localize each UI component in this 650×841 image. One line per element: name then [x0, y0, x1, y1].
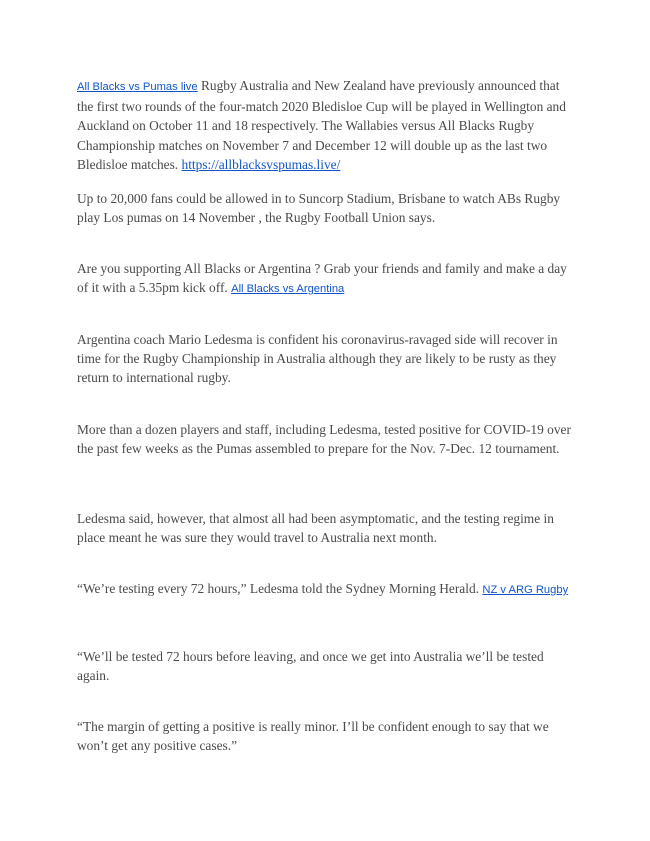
paragraph-covid-text: More than a dozen players and staff, including Ledesma, tested positive for COVID-19 over the past few weeks as the Pumas assembled to prepare for the Nov. 7-Dec. 12 tournament.	[77, 422, 571, 457]
paragraph-asymptomatic-text: Ledesma said, however, that almost all had been asymptomatic, and the testing regime in place meant he was sure they would travel to Australia next month.	[77, 511, 554, 546]
paragraph-intro	[77, 76, 577, 174]
paragraph-tested-again	[77, 647, 577, 685]
link-all-blacks-vs-argentina[interactable]: All Blacks vs Argentina	[231, 283, 345, 296]
paragraph-supporting-text: Are you supporting All Blacks or Argentina ? Grab your friends and family and make a day of it with a 5.35pm kick off.	[77, 261, 567, 296]
paragraph-fans	[77, 189, 577, 227]
paragraph-fans-text: Up to 20,000 fans could be allowed in to Suncorp Stadium, Brisbane to watch ABs Rugby play Los pumas on 14 November , the Rugby Football Union says.	[77, 191, 561, 226]
paragraph-coach	[77, 330, 577, 388]
paragraph-covid	[77, 420, 577, 458]
paragraph-supporting	[77, 259, 577, 299]
paragraph-coach-text: Argentina coach Mario Ledesma is confident his coronavirus-ravaged side will recover in time for the Rugby Championship in Australia although they are likely to be rusty as they return to international rugby.	[77, 332, 558, 386]
paragraph-margin-quote-text: “The margin of getting a positive is really minor. I’ll be confident enough to say that we won’t get any positive cases.”	[77, 719, 549, 754]
paragraph-intro-text: Rugby Australia and New Zealand have previously announced that the first two rounds of the four-match 2020 Bledisloe Cup will be played in Wellington and Auckland on October 11 and 18 respectively. The Wallabies versus All Blacks Rugby Championship matches on November 7 and December 12 will double up as the last two Bledisloe matches.	[77, 78, 566, 172]
paragraph-testing-quote	[77, 579, 577, 600]
paragraph-tested-again-text: “We’ll be tested 72 hours before leaving, and once we get into Australia we’ll be tested again.	[77, 649, 544, 684]
paragraph-margin-quote	[77, 717, 577, 755]
link-nz-v-arg-rugby[interactable]: NZ v ARG Rugby	[482, 584, 569, 596]
link-all-blacks-vs-pumas-live[interactable]: All Blacks vs Pumas live	[77, 81, 198, 93]
paragraph-testing-quote-text: “We’re testing every 72 hours,” Ledesma told the Sydney Morning Herald.	[77, 581, 483, 596]
link-allblacksvspumas-url[interactable]: https://allblacksvspumas.live/	[181, 156, 341, 172]
paragraph-asymptomatic	[77, 509, 577, 547]
